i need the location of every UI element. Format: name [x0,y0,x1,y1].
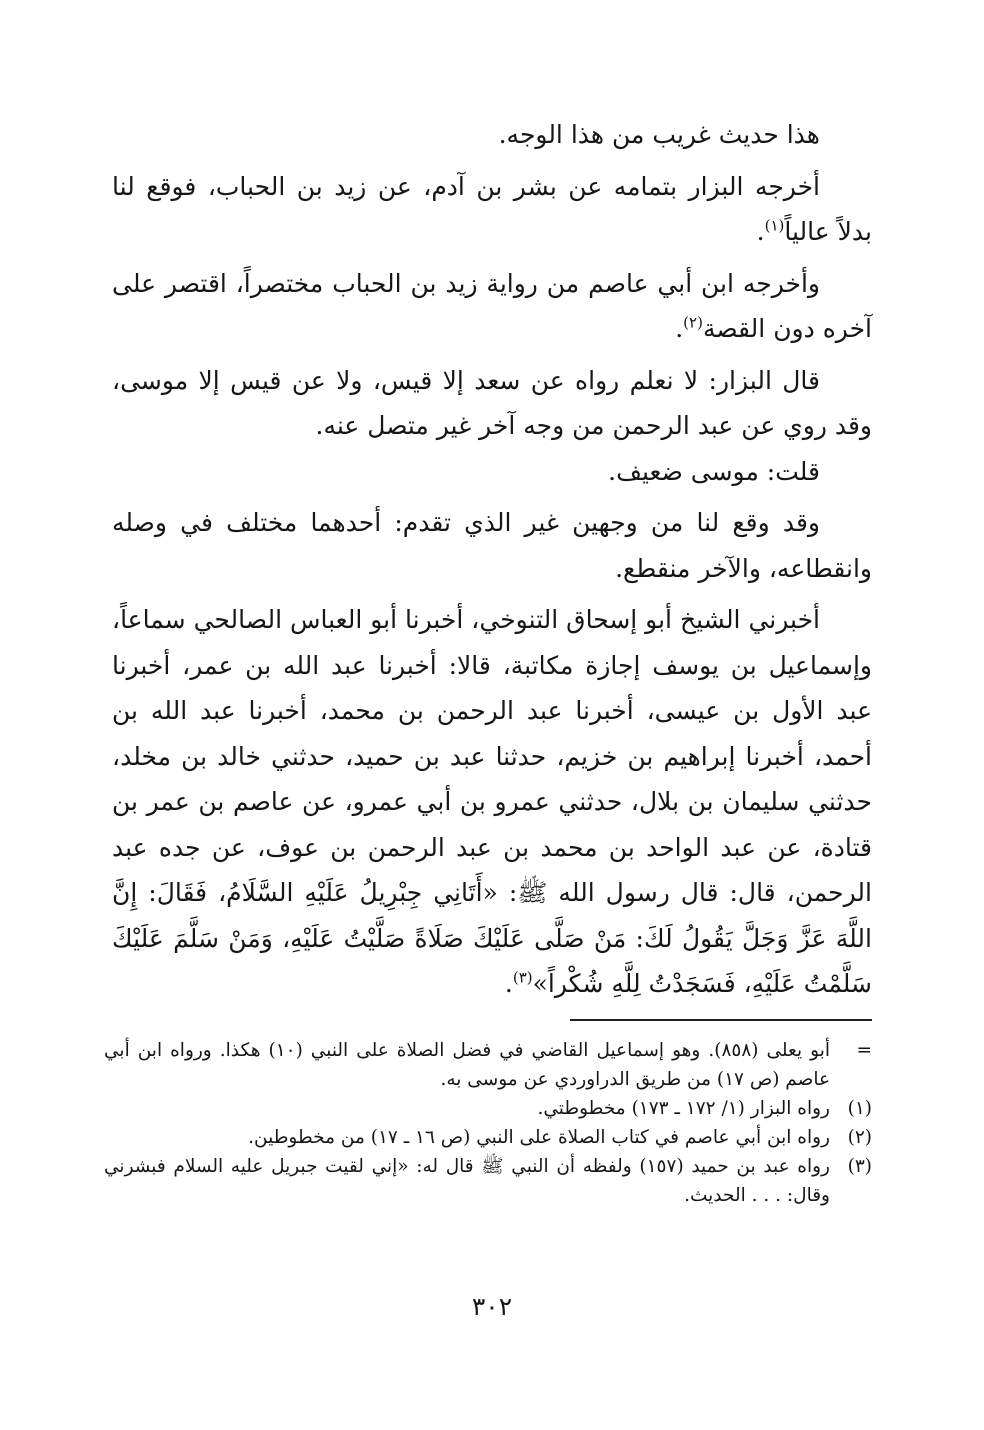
footnote-text: رواه البزار (١/ ١٧٢ ـ ١٧٣) مخطوطتي. [537,1098,830,1119]
footnote-3 [104,1152,872,1210]
paragraph-5: قلت: موسى ضعيف. [608,456,820,486]
paragraph-3: وأخرجه ابن أبي عاصم من رواية زيد بن الحباب مختصراً، اقتصر على آخره دون القصة$^{(٢)}$. [112,268,872,343]
paragraph-4: قال البزار: لا نعلم رواه عن سعد إلا قيس، ولا عن قيس إلا موسى، وقد روي عن عبد الرحمن من وجه آخر غير متصل عنه. [112,365,872,440]
paragraph-2: أخرجه البزار بتمامه عن بشر بن آدم، عن زيد بن الحباب، فوقع لنا بدلاً عالياً$^{(١)}$. [112,171,872,246]
paragraph-7: أخبرني الشيخ أبو إسحاق التنوخي، أخبرنا أبو العباس الصالحي سماعاً، وإسماعيل بن يوسف إجازة مكاتبة، قالا: أخبرنا عبد الله بن عمر، أخبرنا عبد الأول بن عيسى، أخبرنا عبد الرحمن بن محمد، أخبرنا عبد الله بن أحمد، أخبرنا إبراهيم بن خزيم، حدثنا عبد بن حميد، حدثني خالد بن مخلد، حدثني سليمان بن بلال، حدثني عمرو بن أبي عمرو، عن عاصم بن عمر بن قتادة، عن عبد الواحد بن محمد بن عبد الرحمن بن عوف، عن جده عبد الرحمن، قال: قال رسول الله ﷺ: «أَتَانِي جِبْرِيلُ عَلَيْهِ السَّلَامُ، فَقَالَ: إِنَّ اللَّهَ عَزَّ وَجَلَّ يَقُولُ لَكَ: مَنْ صَلَّى عَلَيْكَ صَلَاةً صَلَّيْتُ عَلَيْهِ، وَمَنْ سَلَّمَ عَلَيْكَ سَلَّمْتُ عَلَيْهِ، فَسَجَدْتُ لِلَّهِ شُكْراً»$^{(٣)}$. [112,605,872,998]
footnote-ref-3: (٣) [512,968,533,987]
footnote-ref-1: (١) [764,216,785,235]
footnote-separator [570,1019,872,1021]
footnote-1 [104,1094,872,1123]
footnote-text: أبو يعلى (٨٥٨). وهو إسماعيل القاضي في فضل الصلاة على النبي (١٠) هكذا. ورواه ابن أبي عاصم (ص ١٧) من طريق الدراوردي عن موسى به. [104,1040,830,1090]
page-number: ٣٠٢ [471,1292,513,1321]
footnotes-section [104,1036,872,1210]
footnote-marker: (١) [847,1098,872,1119]
footnote-2 [104,1123,872,1152]
main-text-body [112,112,872,1007]
footnote-marker: (٣) [847,1156,872,1177]
footnote-text: رواه عبد بن حميد (١٥٧) ولفظه أن النبي ﷺ قال له: «إني لقيت جبريل عليه السلام فبشرني وقال: . . . الحديث. [104,1156,830,1206]
footnote-text: رواه ابن أبي عاصم في كتاب الصلاة على النبي (ص ١٦ ـ ١٧) من مخطوطين. [248,1127,830,1148]
footnote-continued [104,1036,872,1094]
paragraph-1: هذا حديث غريب من هذا الوجه. [498,120,820,149]
paragraph-6: وقد وقع لنا من وجهين غير الذي تقدم: أحدهما مختلف في وصله وانقطاعه، والآخر منقطع. [112,508,872,583]
footnote-marker: (٢) [847,1127,872,1148]
footnote-ref-2: (٢) [683,313,703,332]
footnote-marker: = [856,1040,872,1061]
